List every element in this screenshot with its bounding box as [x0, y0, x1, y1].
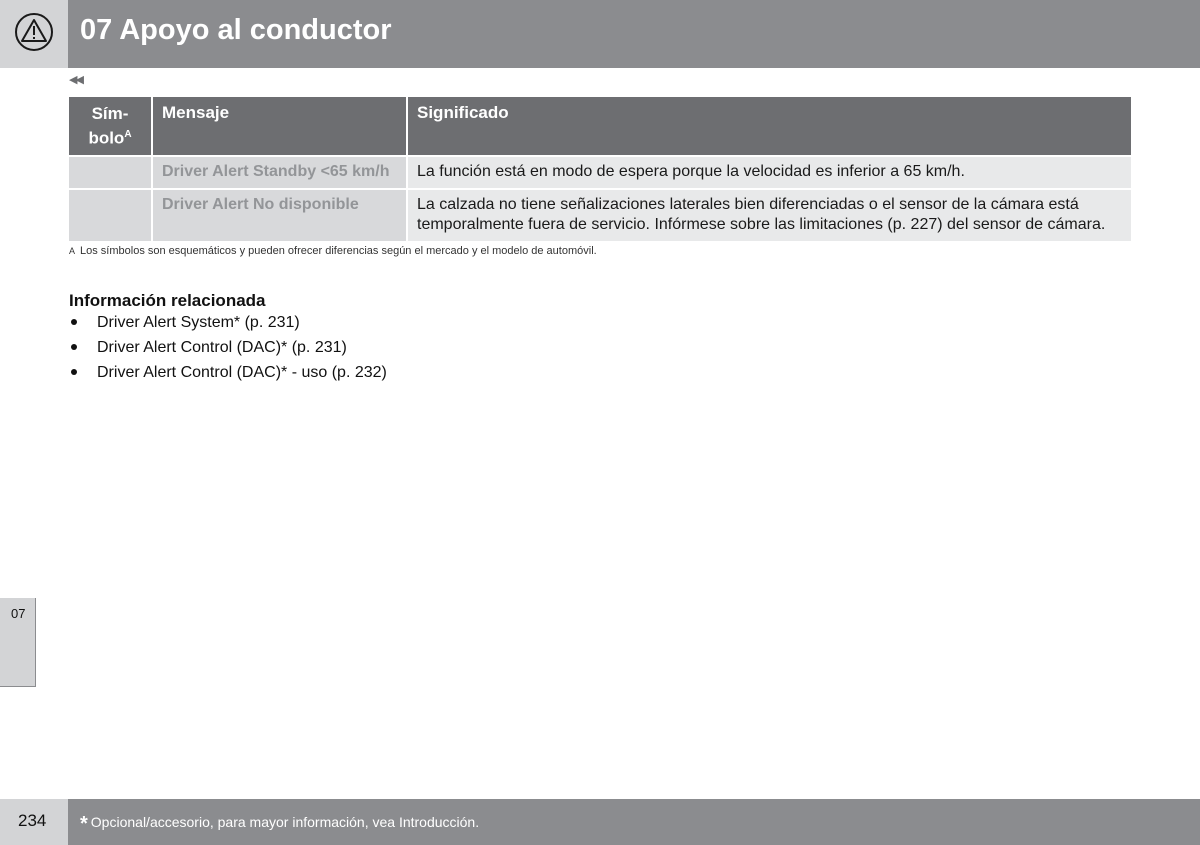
related-link[interactable]: Driver Alert Control (DAC)* (p. 231)	[69, 335, 387, 360]
chapter-side-tab	[0, 598, 36, 687]
related-info-list	[69, 310, 387, 385]
footnote-mark: A	[69, 246, 76, 256]
footnote-text: Los símbolos son esquemáticos y pueden ofrecer diferencias según el mercado y el modelo de automóvil.	[80, 245, 597, 257]
message-cell: Driver Alert No disponible	[152, 189, 407, 242]
table-footnote	[69, 245, 597, 257]
header-message: Mensaje	[152, 97, 407, 156]
symbol-cell	[69, 156, 152, 189]
message-cell: Driver Alert Standby <65 km/h	[152, 156, 407, 189]
related-link[interactable]: Driver Alert Control (DAC)* - uso (p. 232)	[69, 360, 387, 385]
footer-note	[80, 813, 479, 836]
table-row	[69, 189, 1131, 242]
footer-bar	[68, 799, 1200, 845]
footer-page-area	[0, 799, 68, 845]
header-meaning: Significado	[407, 97, 1131, 156]
meaning-cell: La calzada no tiene señalizaciones laterales bien diferenciadas o el sensor de la cámara está temporalmente fuera de servicio. Infórmese sobre las limitaciones (p. 227) del sensor de cámara.	[407, 189, 1131, 242]
rewind-icon[interactable]: ◀◀	[69, 74, 82, 86]
optional-star: *	[80, 813, 88, 835]
table-header-row	[69, 97, 1131, 156]
table-row	[69, 156, 1131, 189]
header-bar	[68, 0, 1200, 68]
page-number: 234	[18, 811, 47, 830]
symbol-cell	[69, 189, 152, 242]
meaning-cell: La función está en modo de espera porque la velocidad es inferior a 65 km/h.	[407, 156, 1131, 189]
related-link[interactable]: Driver Alert System* (p. 231)	[69, 310, 387, 335]
warning-triangle-icon	[14, 12, 54, 52]
signal-table	[69, 97, 1131, 243]
footer-note-text: Opcional/accesorio, para mayor información, vea Introducción.	[90, 814, 480, 830]
chapter-title: 07 Apoyo al conductor	[80, 14, 392, 46]
header-symbol: Sím- bolo$^A$	[69, 97, 152, 156]
chapter-side-tab-label: 07	[11, 606, 26, 621]
header-icon-area	[0, 0, 68, 68]
related-info-heading: Información relacionada	[69, 291, 266, 310]
